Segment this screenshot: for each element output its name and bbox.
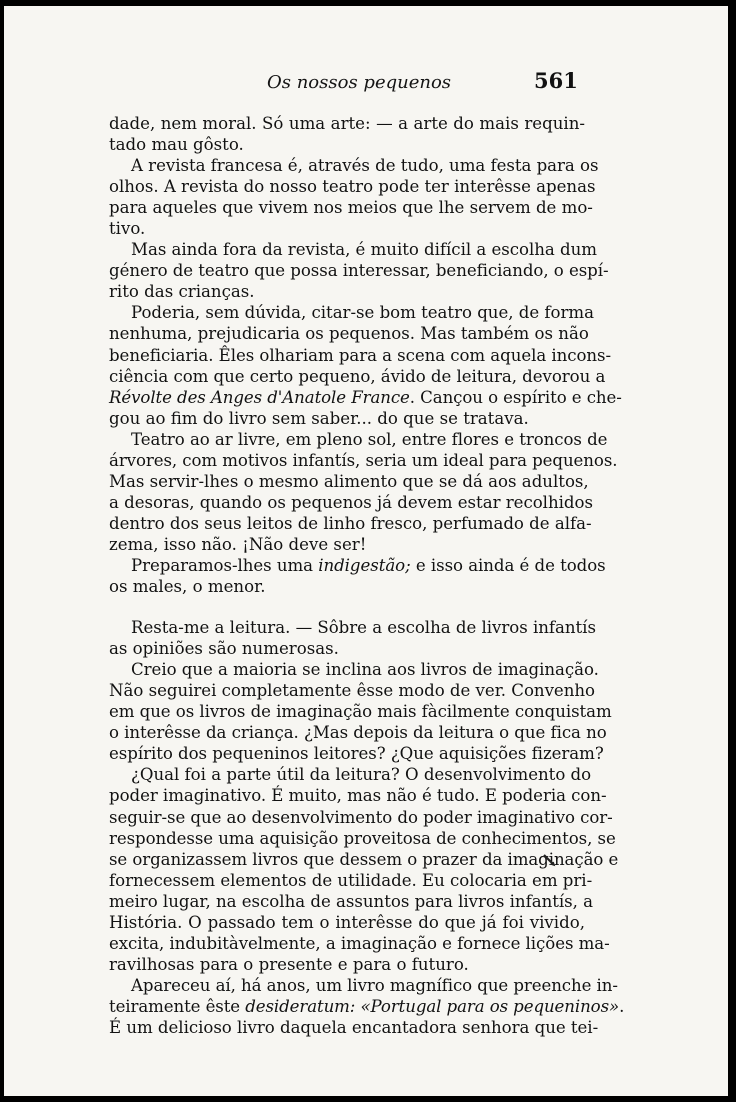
text-line bbox=[109, 996, 625, 1017]
text-run: zema, isso não. ¡Não deve ser! bbox=[109, 534, 367, 554]
text-run: Mas ainda fora da revista, é muito difícil a escolha dum bbox=[131, 240, 597, 260]
text-line bbox=[109, 849, 619, 870]
text-run: a desoras, quando os pequenos já devem estar recolhidos bbox=[109, 492, 593, 512]
text-line bbox=[109, 828, 616, 849]
text-line bbox=[109, 492, 593, 513]
text-run: História. O passado tem o interêsse do que já foi vivido, bbox=[109, 912, 585, 932]
text-line bbox=[109, 218, 585, 239]
text-run: árvores, com motivos infantís, seria um ideal para pequenos. bbox=[109, 450, 618, 470]
text-run: rito das crianças. bbox=[109, 282, 255, 302]
text-line bbox=[109, 281, 585, 302]
text-run: e isso ainda é de todos bbox=[410, 555, 606, 575]
text-line bbox=[109, 659, 599, 680]
text-line bbox=[109, 155, 599, 176]
text-line bbox=[109, 134, 585, 155]
text-line bbox=[109, 975, 618, 996]
text-line bbox=[109, 1017, 599, 1038]
text-line bbox=[109, 429, 608, 450]
text-line bbox=[109, 113, 585, 134]
text-line bbox=[109, 680, 595, 701]
text-run: ciência com que certo pequeno, ávido de leitura, devorou a bbox=[109, 366, 606, 386]
text-line bbox=[109, 722, 607, 743]
ink-stroke-mark bbox=[542, 853, 556, 867]
text-line bbox=[109, 933, 610, 954]
text-line bbox=[109, 576, 585, 597]
text-line bbox=[109, 176, 596, 197]
text-line bbox=[109, 387, 622, 408]
text-line bbox=[109, 701, 612, 722]
text-run: . bbox=[619, 996, 625, 1016]
text-run: nenhuma, prejudicaria os pequenos. Mas também os não bbox=[109, 324, 589, 344]
text-line bbox=[109, 323, 589, 344]
text-line bbox=[109, 239, 597, 260]
text-run: gou ao fim do livro sem saber... do que se tratava. bbox=[109, 408, 529, 428]
text-run: A revista francesa é, através de tudo, uma festa para os bbox=[131, 156, 599, 176]
text-run: Creio que a maioria se inclina aos livros de imaginação. bbox=[131, 660, 599, 680]
text-line bbox=[109, 260, 609, 281]
paragraph-gap bbox=[109, 597, 585, 617]
body-text bbox=[109, 113, 625, 1038]
text-run: para aqueles que vivem nos meios que lhe servem de mo- bbox=[109, 198, 593, 218]
text-line bbox=[109, 891, 594, 912]
text-line bbox=[109, 197, 593, 218]
text-run: género de teatro que possa interessar, beneficiando, o espí- bbox=[109, 261, 609, 281]
text-run: excita, indubitàvelmente, a imaginação e fornece lições ma- bbox=[109, 933, 610, 953]
page-number: 561 bbox=[534, 68, 578, 93]
text-line bbox=[109, 785, 607, 806]
text-run: Não seguirei completamente êsse modo de ver. Convenho bbox=[109, 681, 595, 701]
text-run: dentro dos seus leitos de linho fresco, perfumado de alfa- bbox=[109, 513, 592, 533]
text-run: dade, nem moral. Só uma arte: — a arte do mais requin- bbox=[109, 114, 585, 133]
text-run: beneficiaria. Êles olhariam para a scena com aquela incons- bbox=[109, 345, 611, 365]
text-run: tivo. bbox=[109, 219, 146, 239]
text-line bbox=[109, 513, 592, 534]
text-run: ¿Qual foi a parte útil da leitura? O desenvolvimento do bbox=[131, 765, 592, 785]
text-line bbox=[109, 912, 585, 933]
italic-text-run: indigestão; bbox=[318, 555, 411, 575]
text-run: em que os livros de imaginação mais fàcilmente conquistam bbox=[109, 702, 612, 722]
text-run: o interêsse da criança. ¿Mas depois da leitura o que fica no bbox=[109, 723, 607, 743]
text-run: Apareceu aí, há anos, um livro magnífico que preenche in- bbox=[131, 975, 618, 995]
text-line bbox=[109, 534, 585, 555]
text-run: respondesse uma aquisição proveitosa de conhecimentos, se bbox=[109, 828, 616, 848]
text-run: ravilhosas para o presente e para o futuro. bbox=[109, 954, 469, 974]
running-title: Os nossos pequenos bbox=[267, 72, 452, 93]
text-line bbox=[109, 450, 618, 471]
text-run: seguir-se que ao desenvolvimento do poder imaginativo cor- bbox=[109, 807, 613, 827]
text-run: fornecessem elementos de utilidade. Eu colocaria em pri- bbox=[109, 870, 593, 890]
book-page bbox=[4, 6, 728, 1096]
text-run: Resta-me a leitura. — Sôbre a escolha de livros infantís bbox=[131, 618, 596, 638]
text-run: se organizassem livros que dessem o prazer da imaginação e bbox=[109, 849, 619, 869]
text-line bbox=[109, 743, 604, 764]
text-line bbox=[109, 302, 594, 323]
text-run: tado mau gôsto. bbox=[109, 135, 244, 155]
text-run: as opiniões são numerosas. bbox=[109, 639, 339, 659]
text-run: Preparamos-lhes uma bbox=[131, 555, 319, 575]
text-run: espírito dos pequeninos leitores? ¿Que aquisições fizeram? bbox=[109, 744, 604, 764]
text-line bbox=[109, 555, 606, 576]
text-run: É um delicioso livro daquela encantadora senhora que tei- bbox=[109, 1017, 599, 1037]
text-run: meiro lugar, na escolha de assuntos para livros infantís, a bbox=[109, 891, 594, 911]
text-run: Poderia, sem dúvida, citar-se bom teatro que, de forma bbox=[131, 303, 594, 323]
text-line bbox=[109, 471, 589, 492]
text-run: poder imaginativo. É muito, mas não é tudo. E poderia con- bbox=[109, 786, 607, 806]
text-line bbox=[109, 408, 585, 429]
italic-text-run: desideratum: «Portugal para os pequeninos» bbox=[245, 996, 620, 1016]
text-run: os males, o menor. bbox=[109, 577, 266, 597]
text-run: Mas servir-lhes o mesmo alimento que se dá aos adultos, bbox=[109, 471, 589, 491]
text-line bbox=[109, 638, 585, 659]
text-line bbox=[109, 366, 606, 387]
text-run: teiramente êste bbox=[109, 996, 246, 1016]
text-line bbox=[109, 617, 596, 638]
text-line bbox=[109, 954, 585, 975]
page-header bbox=[4, 68, 728, 98]
text-line bbox=[109, 870, 593, 891]
italic-text-run: Révolte des Anges d'Anatole France bbox=[109, 387, 410, 407]
text-line bbox=[109, 807, 613, 828]
text-run: . Cançou o espírito e che- bbox=[409, 387, 622, 407]
text-line bbox=[109, 345, 611, 366]
text-line bbox=[109, 764, 592, 785]
text-run: Teatro ao ar livre, em pleno sol, entre flores e troncos de bbox=[131, 429, 608, 449]
text-run: olhos. A revista do nosso teatro pode ter interêsse apenas bbox=[109, 177, 596, 197]
